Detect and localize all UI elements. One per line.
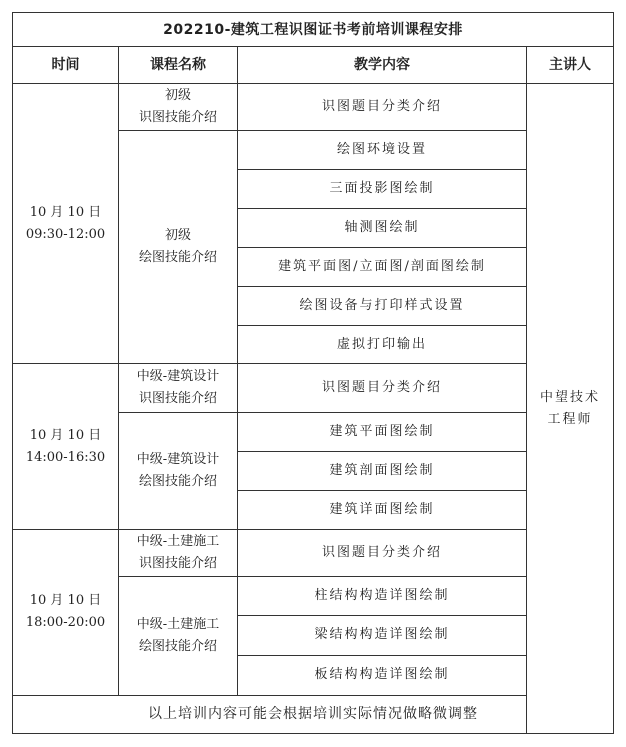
session-date: 10 月 10 日 [29, 427, 102, 443]
session-time [13, 364, 119, 530]
content-item: 建筑平面图绘制 [238, 412, 527, 451]
session-hours: 09:30-12:00 [25, 226, 106, 242]
course-name: 中级-建筑设计 绘图技能介绍 [119, 412, 238, 529]
content-item: 绘图环境设置 [238, 131, 527, 169]
content-item: 识图题目分类介绍 [238, 530, 527, 577]
lecturer-cell: 中望技术 工程师 [527, 84, 614, 734]
content-item: 柱结构构造详图绘制 [238, 577, 527, 616]
content-item: 梁结构构造详图绘制 [238, 616, 527, 655]
header-course: 课程名称 [119, 47, 238, 84]
course-name: 初级 绘图技能介绍 [119, 131, 238, 364]
content-item: 绘图设备与打印样式设置 [238, 287, 527, 326]
content-item: 建筑详面图绘制 [238, 490, 527, 529]
content-item: 轴测图绘制 [238, 208, 527, 247]
course-name: 中级-建筑设计 识图技能介绍 [119, 364, 238, 412]
header-time: 时间 [13, 47, 119, 84]
session-hours: 14:00-16:30 [25, 449, 106, 465]
content-item: 识图题目分类介绍 [238, 84, 527, 131]
header-lecturer: 主讲人 [527, 47, 614, 84]
course-name: 中级-土建施工 绘图技能介绍 [119, 577, 238, 695]
session-time [13, 84, 119, 364]
table-title: 202210-建筑工程识图证书考前培训课程安排 [13, 13, 614, 47]
session-time [13, 530, 119, 696]
course-name: 中级-土建施工 识图技能介绍 [119, 530, 238, 577]
content-item: 三面投影图绘制 [238, 169, 527, 208]
session-date: 10 月 10 日 [29, 593, 102, 609]
session-hours: 18:00-20:00 [25, 615, 106, 631]
course-name: 初级 识图技能介绍 [119, 84, 238, 131]
session-date: 10 月 10 日 [29, 204, 102, 220]
content-item: 建筑平面图/立面图/剖面图绘制 [238, 247, 527, 286]
content-item: 虚拟打印输出 [238, 326, 527, 364]
content-item: 识图题目分类介绍 [238, 364, 527, 412]
header-content: 教学内容 [238, 47, 527, 84]
schedule-table [12, 12, 614, 734]
footer-note: 以上培训内容可能会根据培训实际情况做略微调整 [13, 695, 614, 733]
content-item: 板结构构造详图绘制 [238, 655, 527, 695]
content-item: 建筑剖面图绘制 [238, 451, 527, 490]
